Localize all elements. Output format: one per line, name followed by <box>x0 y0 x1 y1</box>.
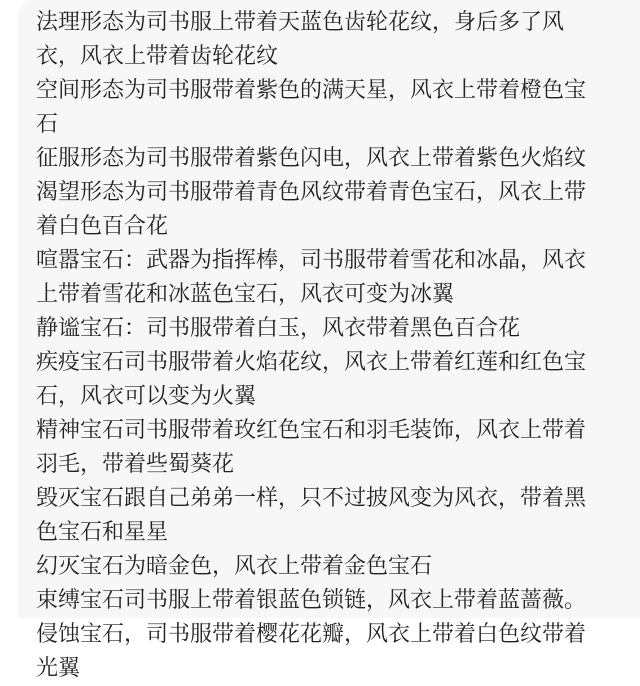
text-line-3: 空间形态为司书服带着紫色的满天星，风衣上带着橙色宝 <box>36 78 587 103</box>
text-line-2: 衣，风衣上带着齿轮花纹 <box>36 44 279 69</box>
text-line-18: 束缚宝石司书服上带着银蓝色锁链，风衣上带着蓝蔷薇。 <box>36 588 587 613</box>
text-line-17: 幻灭宝石为暗金色，风衣上带着金色宝石 <box>36 554 433 579</box>
text-line-1: 法理形态为司书服上带着天蓝色齿轮花纹，身后多了风 <box>36 10 565 35</box>
text-line-15: 毁灭宝石跟自己弟弟一样，只不过披风变为风衣，带着黑 <box>36 486 587 511</box>
text-line-5: 征服形态为司书服带着紫色闪电，风衣上带着紫色火焰纹 <box>36 146 587 171</box>
text-line-13: 精神宝石司书服带着玫红色宝石和羽毛装饰，风衣上带着 <box>36 418 587 443</box>
text-line-8: 喧嚣宝石：武器为指挥棒，司书服带着雪花和冰晶，风衣 <box>36 248 587 273</box>
text-line-6: 渴望形态为司书服带着青色风纹带着青色宝石，风衣上带 <box>36 180 587 205</box>
text-line-14: 羽毛，带着些蜀葵花 <box>36 452 235 477</box>
text-line-10: 静谧宝石：司书服带着白玉，风衣带着黑色百合花 <box>36 316 521 341</box>
text-line-4: 石 <box>36 112 59 137</box>
text-line-11: 疾疫宝石司书服带着火焰花纹，风衣上带着红莲和红色宝 <box>36 350 587 375</box>
text-line-19: 侵蚀宝石，司书服带着樱花花瓣，风衣上带着白色纹带着 <box>36 622 587 647</box>
message-bubble <box>18 0 640 681</box>
text-line-12: 石，风衣可以变为火翼 <box>36 384 257 409</box>
text-line-20: 光翼 <box>36 656 81 681</box>
text-line-9: 上带着雪花和冰蓝色宝石，风衣可变为冰翼 <box>36 282 455 307</box>
text-line-7: 着白色百合花 <box>36 214 169 239</box>
text-line-16: 色宝石和星星 <box>36 520 169 545</box>
